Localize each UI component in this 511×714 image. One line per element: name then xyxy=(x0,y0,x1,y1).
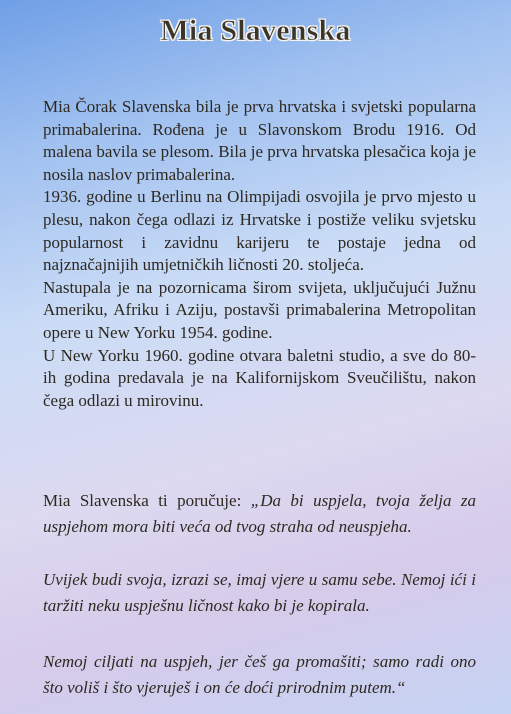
paragraph-birth: Mia Čorak Slavenska bila je prva hrvatska i svjetski popularna primabalerina. Rođena je u Slavonskom Brodu 1916. Od malena bavila se plesom. Bila je prva hrvatska plesačica koja je nosila naslov primabalerina. xyxy=(43,97,476,184)
page-title: Mia Slavenska xyxy=(160,14,351,47)
quote-first xyxy=(43,488,476,540)
quote-part-1: „Da bi uspjela, tvoja želja za uspjehom mora biti veća od tvog straha od neuspjeha. xyxy=(43,491,476,536)
paragraph-berlin: 1936. godine u Berlinu na Olimpijadi osvojila je prvo mjesto u plesu, nakon čega odlazi iz Hrvatske i postiže veliku svjetsku popularnost i zavidnu karijeru te postaje jedna od najznačajnijih umjetničkih ličnosti 20. stoljeća. xyxy=(43,187,476,275)
quote-part-3: Nemoj ciljati na uspjeh, jer češ ga promašiti; samo radi ono što voliš i što vjeruješ i on će doći prirodnim putem.“ xyxy=(43,652,476,697)
paragraph-studio: U New Yorku 1960. godine otvara baletni studio, a sve do 80-ih godina predavala je na Kalifornijskom Sveučilištu, nakon čega odlazi u mirovinu. xyxy=(43,345,476,410)
quote-intro: Mia Slavenska ti poručuje: xyxy=(43,491,251,510)
quote-third xyxy=(43,649,476,701)
paragraph-career: Nastupala je na pozornicama širom svijeta, uključujući Južnu Ameriku, Afriku i Aziju, postavši primabalerina Metropolitan opere u New Yorku 1954. godine. xyxy=(43,277,476,342)
quote-second xyxy=(43,567,476,619)
biography-text xyxy=(43,96,476,412)
quote-part-2: Uvijek budi svoja, izrazi se, imaj vjere u samu sebe. Nemoj ići i taržiti neku uspješnu ličnost kako bi je kopirala. xyxy=(43,570,476,615)
